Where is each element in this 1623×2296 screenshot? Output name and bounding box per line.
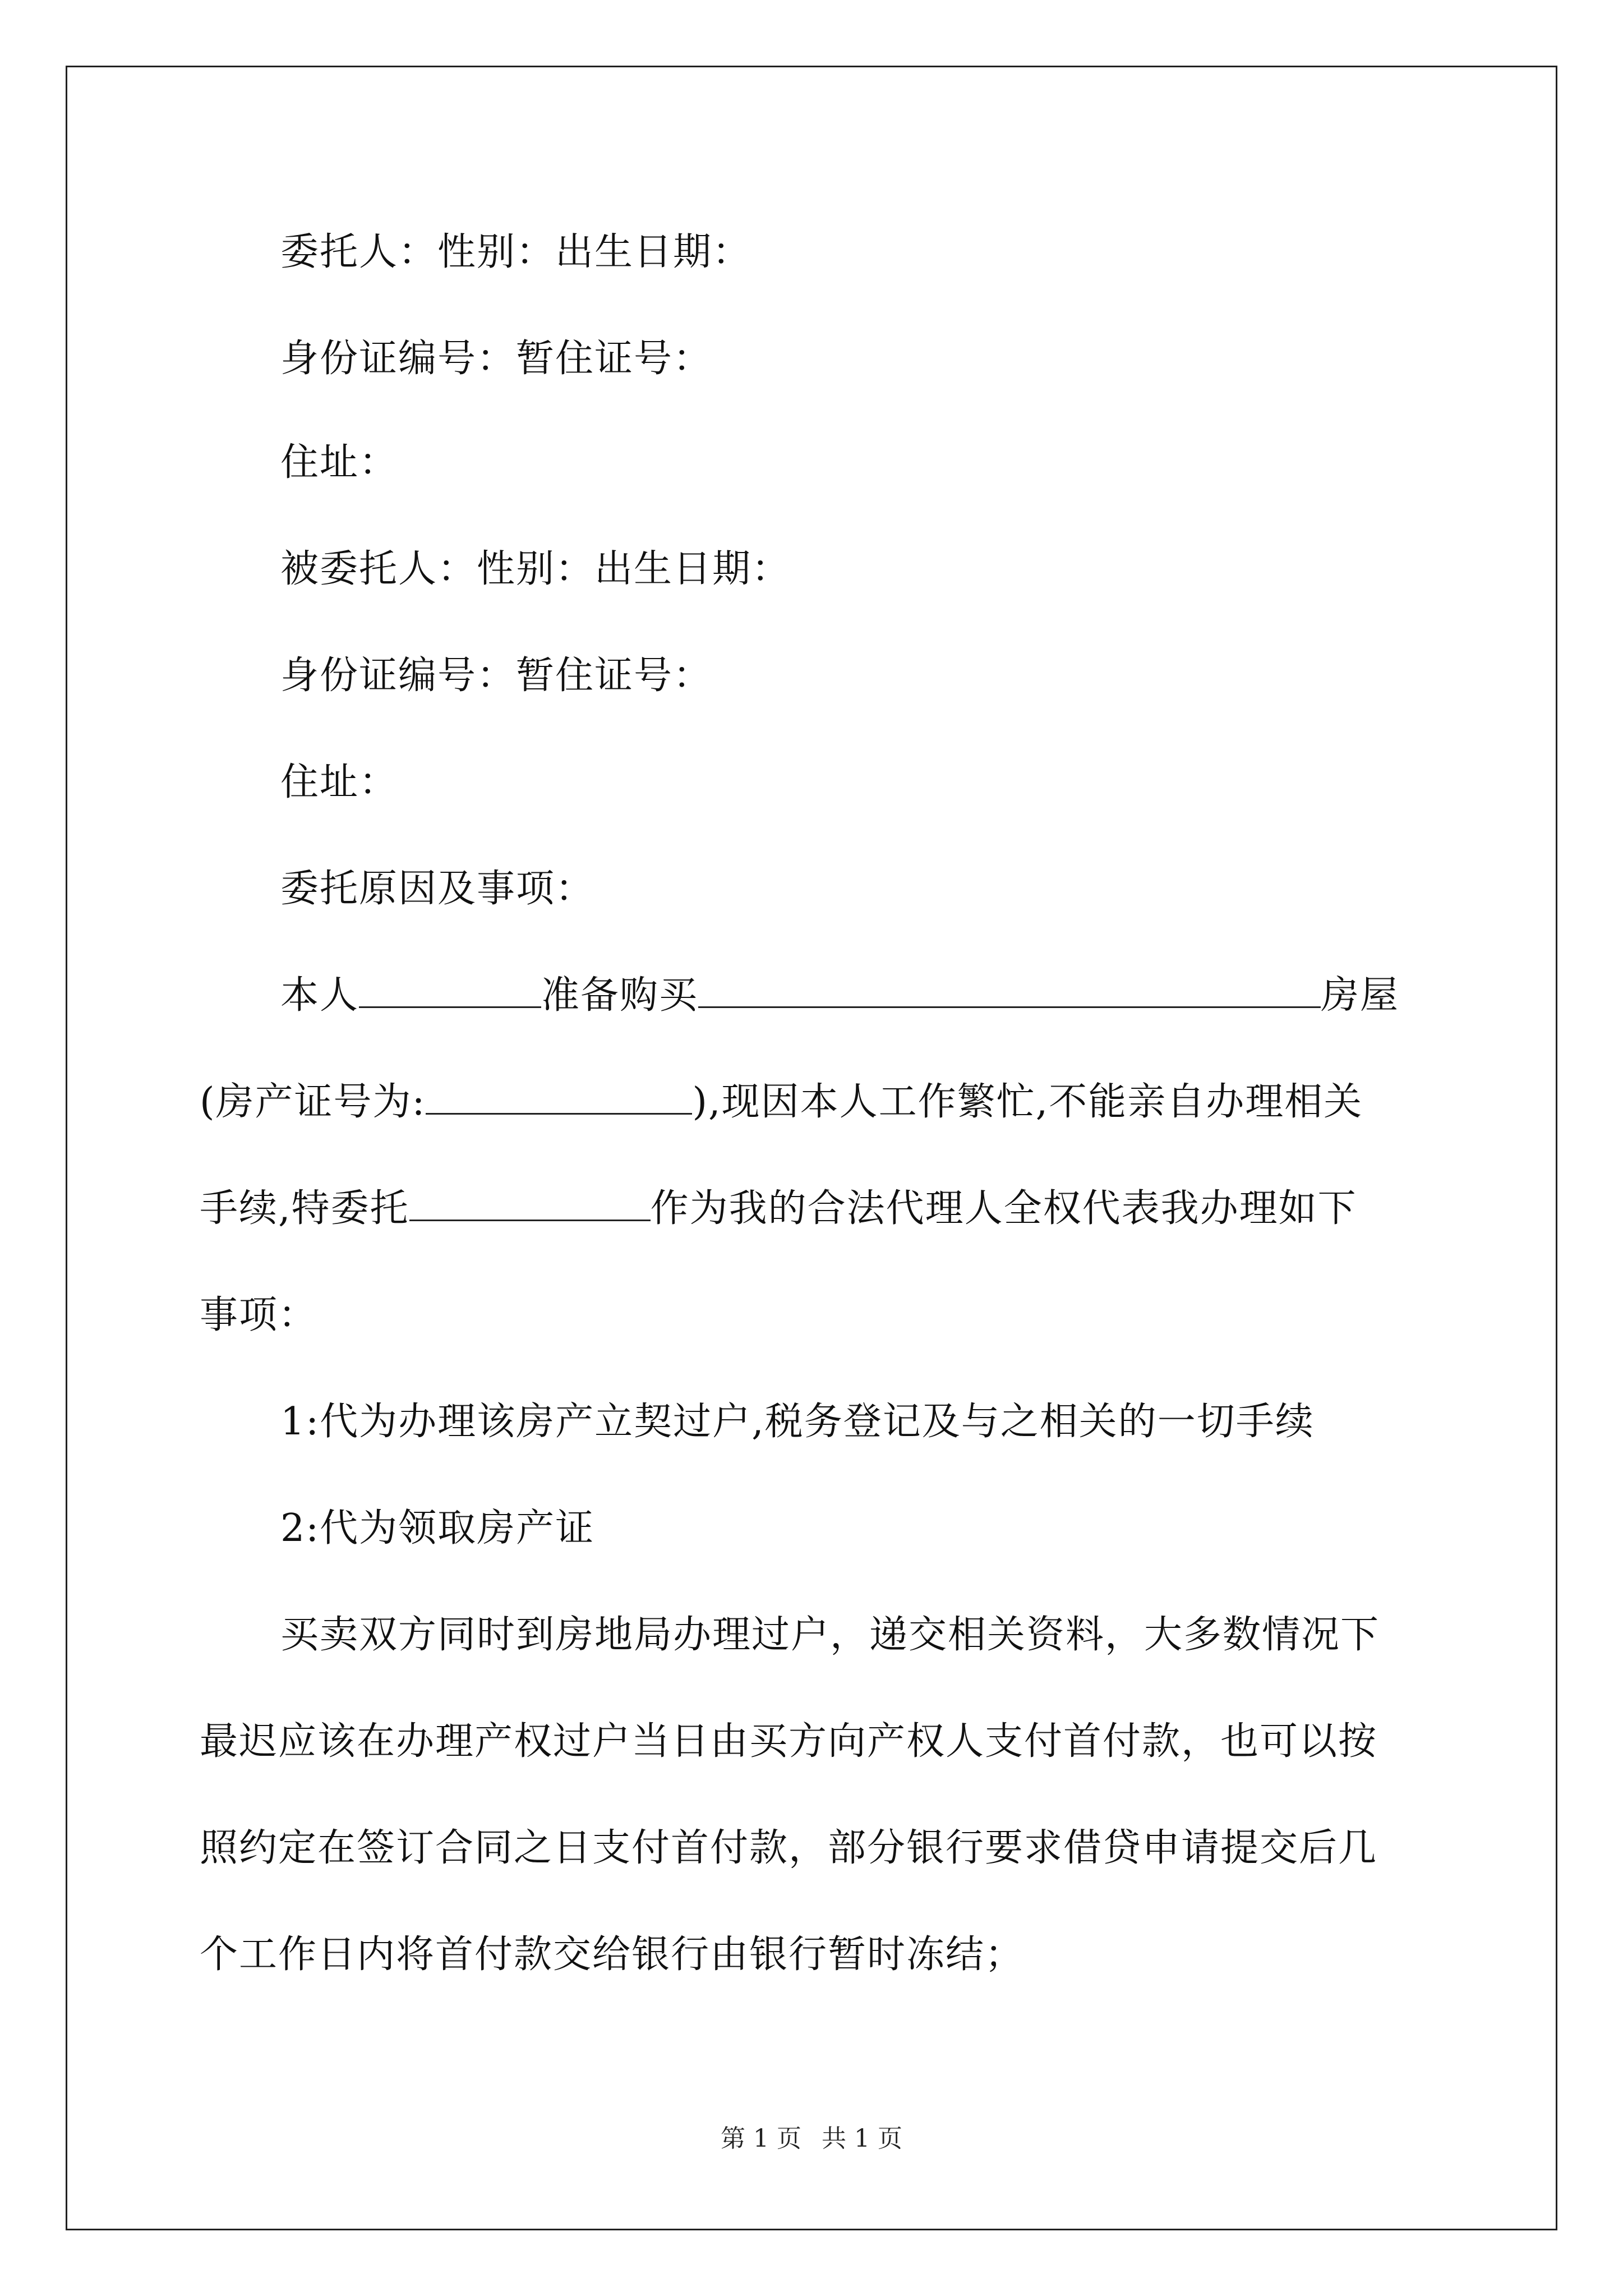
entrust-line	[200, 1186, 1357, 1231]
certificate-line	[200, 1080, 1363, 1125]
purchase-text-c: 房屋	[1321, 973, 1400, 1018]
page-total: 共 1 页	[822, 2124, 902, 2153]
procedure-line-3: 照约定在签订合同之日支付首付款，部分银行要求借贷申请提交后几	[200, 1826, 1378, 1870]
agent-address-line: 住址：	[280, 760, 399, 804]
page-footer	[0, 2123, 1623, 2155]
agent-line: 被委托人：性别：出生日期：	[280, 547, 791, 591]
buyer-name-blank	[359, 974, 541, 1008]
certificate-number-blank	[426, 1080, 692, 1115]
procedure-line-4: 个工作日内将首付款交给银行由银行暂时冻结；	[200, 1932, 1025, 1977]
reason-heading: 委托原因及事项：	[280, 867, 595, 911]
item-2: 2:代为领取房产证	[280, 1506, 595, 1550]
certificate-text-d: (房产证号为:	[200, 1080, 426, 1124]
procedure-line-2: 最迟应该在办理产权过户当日由买方向产权人支付首付款，也可以按	[200, 1719, 1378, 1764]
purchase-text-b: 准备购买	[541, 973, 699, 1018]
entrust-text-g: 作为我的合法代理人全权代表我办理如下	[650, 1186, 1357, 1231]
certificate-text-e: ),现因本人工作繁忙,不能亲自办理相关	[692, 1080, 1363, 1124]
agent-name-blank	[409, 1187, 651, 1221]
principal-id-line: 身份证编号：暂住证号：	[280, 337, 713, 381]
page-border	[66, 66, 1557, 2230]
entrust-text-f: 手续,特委托	[200, 1186, 409, 1231]
purchase-text-a: 本人	[280, 973, 359, 1018]
principal-line: 委托人：性别：出生日期：	[280, 230, 752, 274]
property-address-blank	[698, 974, 1321, 1008]
page-number: 第 1 页	[721, 2124, 801, 2153]
purchase-line	[280, 973, 1399, 1018]
agent-id-line: 身份证编号：暂住证号：	[280, 654, 713, 698]
item-1: 1:代为办理该房产立契过户,税务登记及与之相关的一切手续	[280, 1400, 1315, 1444]
principal-address-line: 住址：	[280, 440, 399, 485]
matters-line: 事项：	[200, 1293, 318, 1337]
procedure-line-1: 买卖双方同时到房地局办理过户，递交相关资料，大多数情况下	[280, 1613, 1380, 1657]
